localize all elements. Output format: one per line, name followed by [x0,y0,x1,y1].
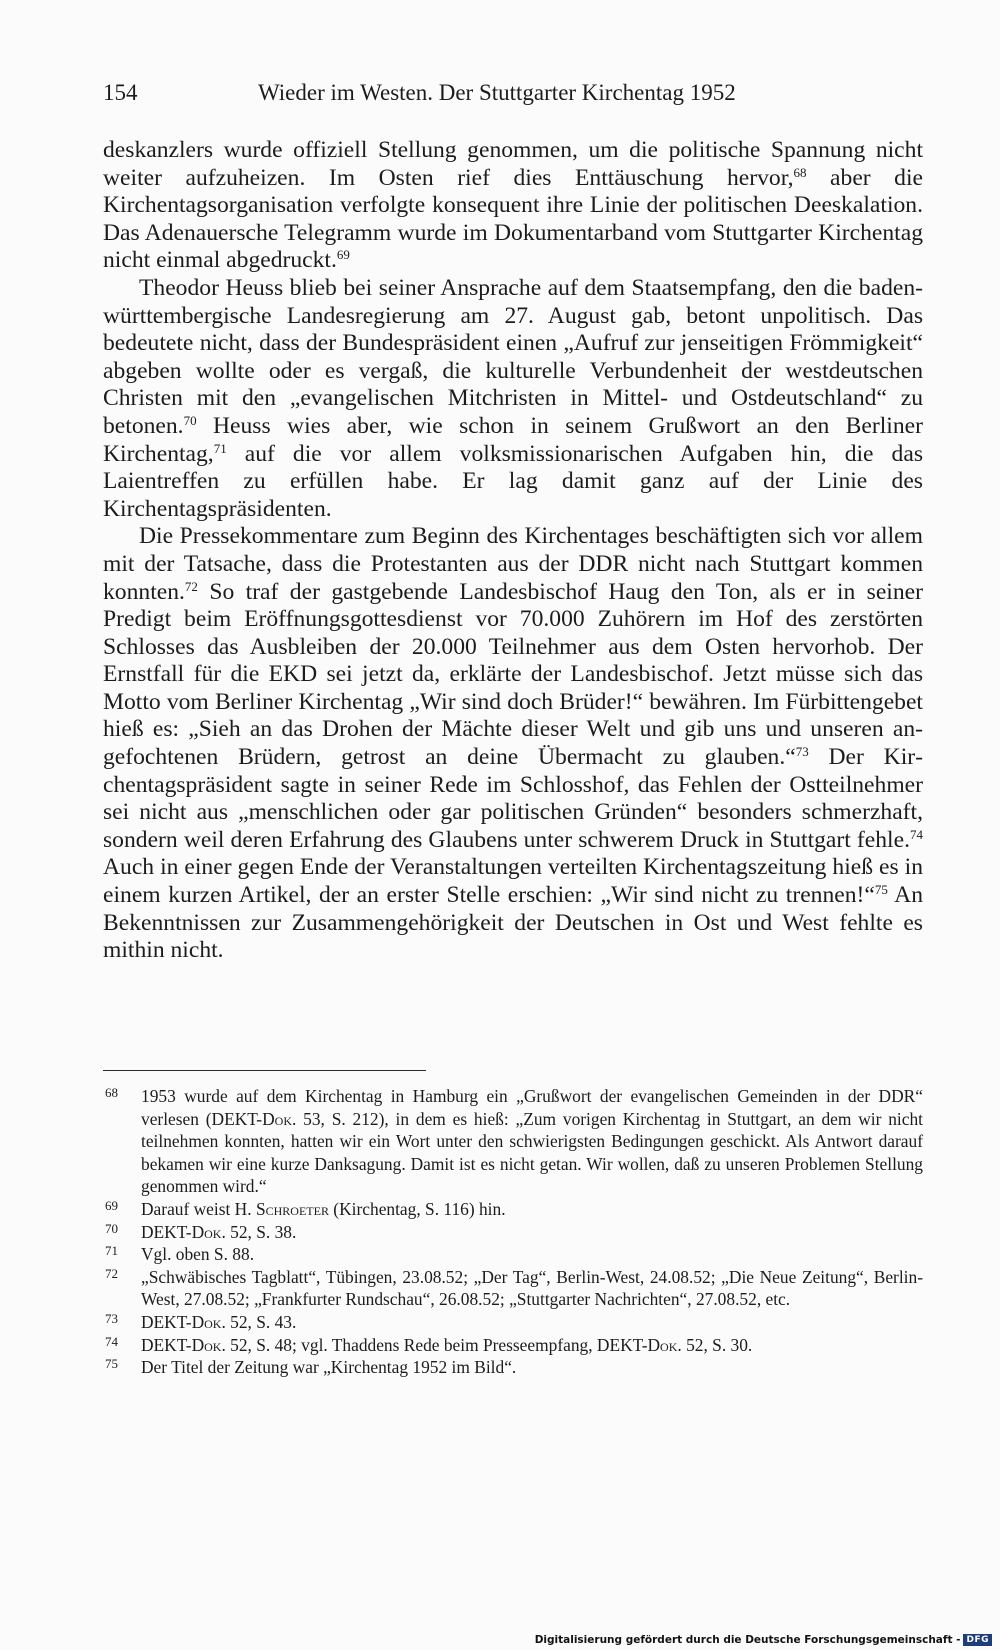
text-run: . 52, S. 48; vgl. Thaddens Rede beim Presseempfang, DEKT- [221,1334,648,1355]
paragraph [103,137,923,275]
footnote-number: 71 [105,1243,118,1259]
footnote-number: 69 [105,1197,118,1213]
footnote-marker: 74 [910,826,923,842]
small-caps-text: Dok [262,1108,292,1129]
paragraph [103,523,923,965]
text-run: Die Pressekommentare zum Beginn des Kirchentages beschäftigten sich vor allem mit der Tatsache, dass die Protestanten aus der DDR nicht nach Stuttgart kommen konnten. [103,523,923,605]
text-run: „Schwäbisches Tagblatt“, Tübingen, 23.08.52; „Der Tag“, Berlin-West, 24.08.52; „Die Neue Zeitung“, Berlin-West, 27.08.52; „Frankfurter Rundschau“, 26.08.52; „Stuttgarter Nachrichten“, 27.08.52, etc. [141,1266,923,1310]
footnote [103,1198,923,1221]
text-run: Vgl. oben S. 88. [141,1244,255,1265]
credit-text: Digitalisierung gefördert durch die Deutsche Forschungsgemeinschaft - [534,1634,961,1646]
text-run: Der Kirchentagspräsident sagte in seiner Rede im Schlosshof, das Fehlen der Ostteilnehmer sei nicht aus „menschlichen oder gar politischen Gründen“ besonders schmerzhaft, sondern weil deren Erfahrung des Glaubens unter schwerem Druck in Stuttgart fehle. [103,744,923,853]
footnote-number: 74 [105,1333,118,1349]
text-run: DEKT- [141,1311,192,1332]
page-header [103,80,925,112]
text-run: . 52, S. 43. [221,1311,297,1332]
footnote-marker: 68 [793,164,807,180]
footnote-separator [103,1070,426,1071]
text-run: So traf der gastgebende Landesbischof Haug den Ton, als er in seiner Predigt beim Eröffnungsgottesdienst vor 70.000 Zuhörern im Hof des zerstörten Schlosses das Ausbleiben der 20.000 Teilnehmer aus dem Osten hervorhob. Der Ernstfall für die EKD sei jetzt da, erklärte der Landesbischof. Jetzt müsse sich das Motto vom Berliner Kirchentag „Wir sind doch Brüder!“ bewähren. Im Fürbittengebet hieß es: „Sieh an das Drohen der Mächte dieser Welt und gib uns und unseren angefochtenen Brüdern, getrost an deine Übermacht zu glauben.“ [103,578,923,771]
footnote-marker: 72 [184,578,198,594]
digitization-credit [535,1634,992,1646]
small-caps-text: Dok [191,1221,222,1242]
text-run: . 52, S. 30. [677,1334,753,1355]
text-run: Der Titel der Zeitung war „Kirchentag 1952 im Bild“. [141,1357,517,1378]
footnote [103,1311,923,1334]
footnotes [103,1085,923,1379]
small-caps-text: Schroeter [255,1198,329,1219]
text-run: aber die Kirchentagsorganisation verfolgte konsequent ihre Linie der politischen Deeskalation. Das Adenauersche Telegramm wurde im Dokumentarband vom Stuttgarter Kirchentag nicht einmal abgedruckt. [103,164,924,274]
paragraph [103,275,923,523]
text-run: DEKT- [141,1334,192,1355]
footnote-number: 73 [105,1310,118,1326]
small-caps-text: Dok [191,1334,222,1355]
text-run: . 52, S. 38. [221,1221,297,1242]
footnote-marker: 71 [213,440,227,456]
text-run: DEKT- [141,1221,192,1242]
running-title: Wieder im Westen. Der Stuttgarter Kirchentag 1952 [258,80,736,105]
text-run: 1953 wurde auf dem Kirchentag in Hamburg ein „Grußwort der evangelischen Gemeinden in der DDR“ verlesen (DEKT- [141,1086,923,1129]
text-run: Darauf weist H. [141,1198,256,1219]
footnote-number: 75 [105,1356,118,1372]
footnote [103,1266,923,1311]
footnote-marker: 73 [795,744,809,760]
dfg-logo: DFG [963,1634,992,1646]
text-run: . 53, S. 212), in dem es hieß: „Zum vorigen Kirchentag in Stuttgart, an dem wir nicht teilnehmen konnten, hatten wir ein Wort unter den schwierigsten Bedingungen geschickt. Als Antwort darauf bekamen wir eine kurze Danksagung. Damit ist es nicht getan. Wir wollen, daß zu unseren Problemen Stellung genommen wird.“ [141,1108,923,1197]
small-caps-text: Dok [647,1334,678,1355]
footnote-marker: 70 [183,412,197,428]
text-run: Auch in einer gegen Ende der Veranstaltungen verteilten Kirchentagszeitung hieß es in einem kurzen Artikel, der an erster Stelle erschien: „Wir sind nicht zu trennen!“ [103,854,923,909]
footnote [103,1085,923,1198]
footnote [103,1221,923,1244]
page-number: 154 [103,80,138,105]
footnote [103,1334,923,1357]
footnote-number: 68 [105,1085,118,1100]
text-run: deskanzlers wurde offiziell Stellung genommen, um die politische Spannung nicht weiter aufzuheizen. Im Osten rief dies Enttäuschung hervor, [103,137,923,191]
text-run: auf die vor allem volksmissionarischen Aufgaben hin, die das Laientreffen zu erfüllen habe. Er lag damit ganz auf der Linie des Kirchentagspräsidenten. [103,440,923,522]
footnote [103,1356,923,1379]
footnote-number: 70 [105,1220,118,1236]
main-text [103,137,923,965]
text-run: (Kirchentag, S. 116) hin. [328,1198,506,1219]
text-run: Theodor Heuss blieb bei seiner Ansprache auf dem Staatsempfang, den die baden-württembergische Landesregierung am 27. August gab, betont unpolitisch. Das bedeutete nicht, dass der Bundespräsident einen „Aufruf zur jenseitigen Frömmigkeit“ abgeben wollte oder es vergaß, die kulturelle Verbundenheit der westdeutschen Christen mit den „evangelischen Mitchristen in Mittel- und Ostdeutschland“ zu betonen. [103,274,923,439]
text-run: An Bekenntnissen zur Zusammengehörigkeit der Deutschen in Ost und West fehlte es mithin nicht. [103,882,923,964]
text-run: Heuss wies aber, wie schon in seinem Grußwort an den Berliner Kirchentag, [103,412,923,467]
footnote-marker: 69 [336,247,350,263]
small-caps-text: Dok [191,1311,222,1332]
footnote [103,1243,923,1266]
footnote-marker: 75 [874,882,888,898]
footnote-number: 72 [105,1265,118,1281]
